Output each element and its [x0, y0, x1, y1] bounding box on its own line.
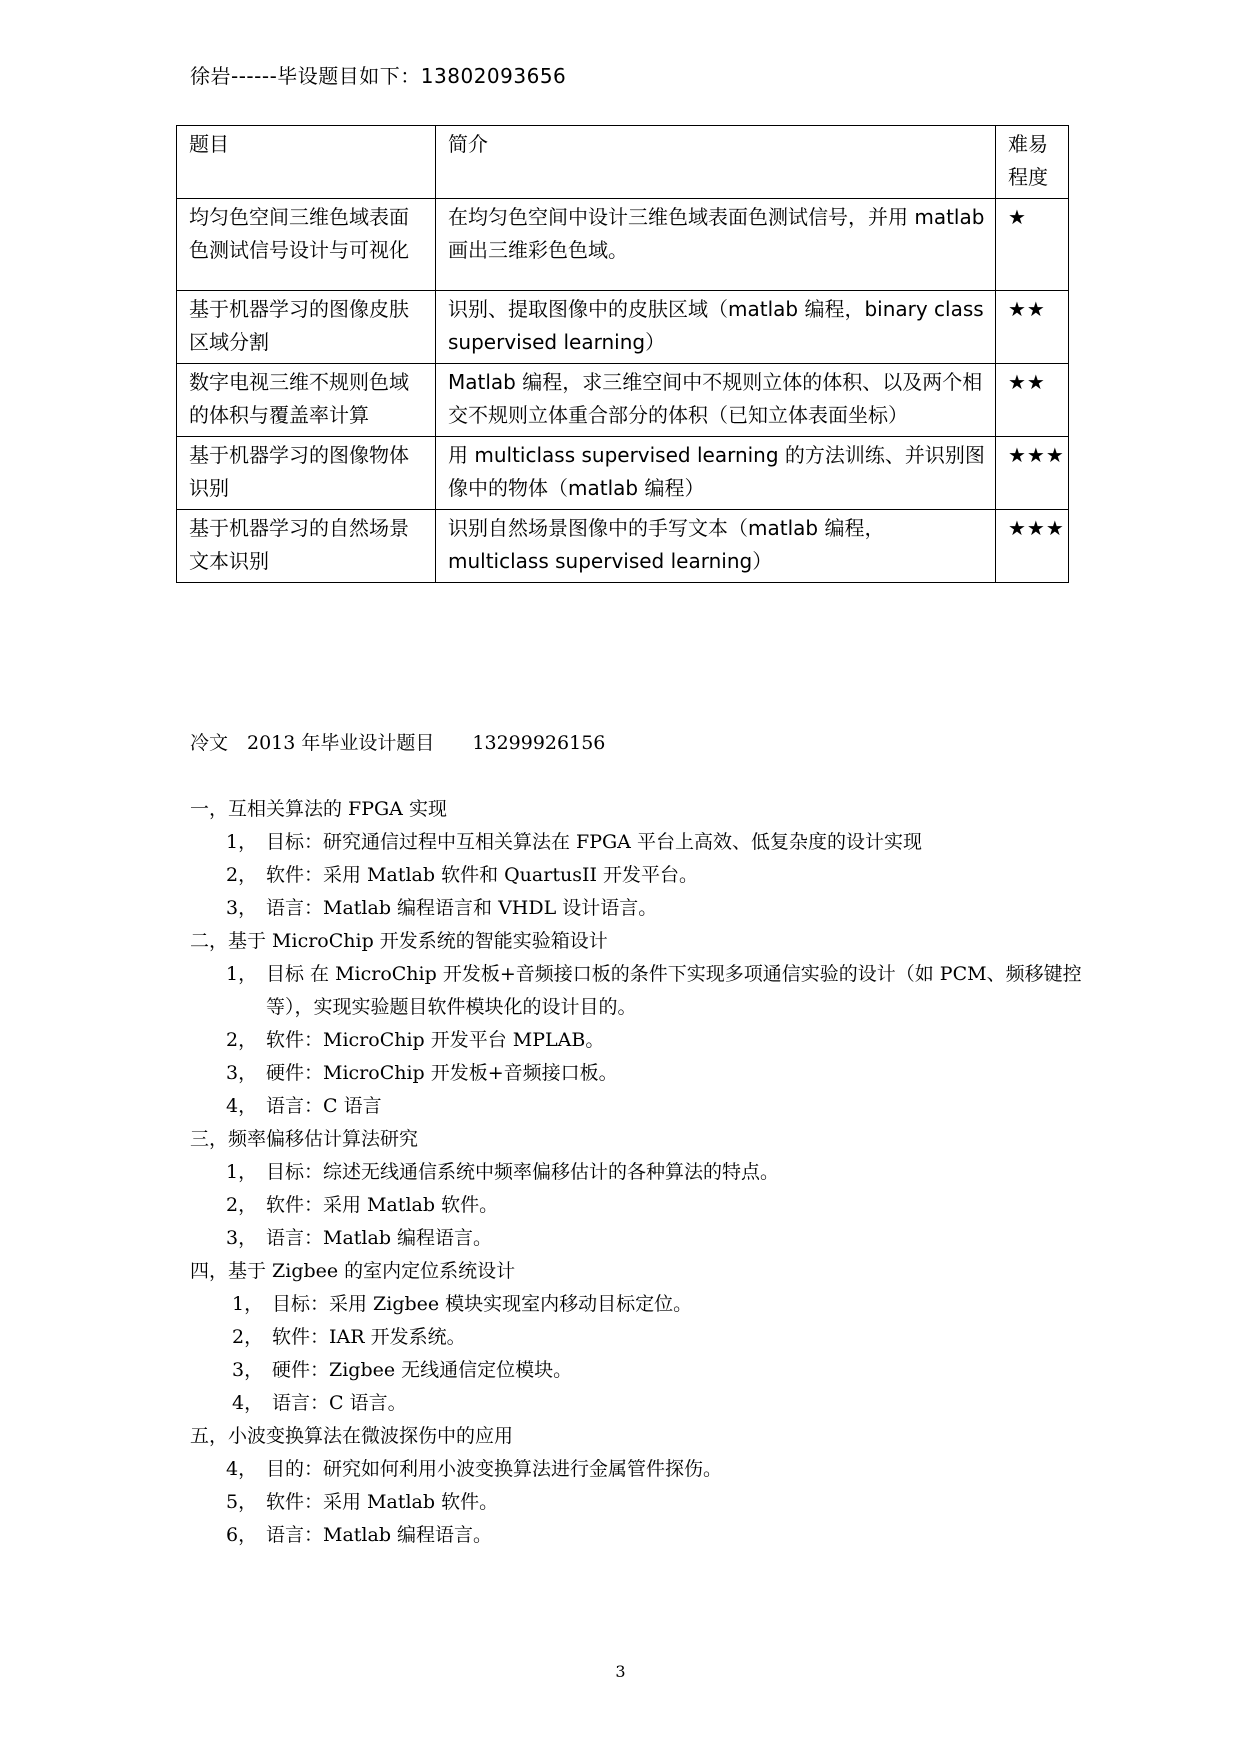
list-item: [190, 958, 1090, 1024]
topic-difficulty: ★★★: [996, 510, 1069, 583]
outline-section: [190, 925, 1090, 1123]
header-description: 简介: [436, 126, 996, 199]
topic-description: 识别自然场景图像中的手写文本（matlab 编程，multiclass supervised learning）: [436, 510, 996, 583]
item-text: 目标：综述无线通信系统中频率偏移估计的各种算法的特点。: [266, 1161, 780, 1183]
item-text: 语言：Matlab 编程语言。: [266, 1524, 493, 1546]
topic-difficulty: ★★★: [996, 437, 1069, 510]
item-text: 硬件：Zigbee 无线通信定位模块。: [272, 1359, 573, 1381]
item-number: 2，: [232, 1326, 264, 1348]
item-number: 4，: [226, 1095, 258, 1117]
item-number: 1，: [232, 1293, 264, 1315]
topics-table: [176, 125, 1069, 583]
page-header-lengwen: 冷文 2013 年毕业设计题目 13299926156: [190, 732, 606, 754]
list-item: [190, 826, 1090, 859]
topic-title: 数字电视三维不规则色域的体积与覆盖率计算: [177, 364, 436, 437]
item-text: 语言：Matlab 编程语言。: [266, 1227, 493, 1249]
table-row: [177, 199, 1069, 291]
item-text: 软件：采用 Matlab 软件。: [266, 1491, 499, 1513]
item-number: 2，: [226, 1029, 258, 1051]
topic-difficulty: ★★: [996, 291, 1069, 364]
topic-title: 基于机器学习的自然场景文本识别: [177, 510, 436, 583]
list-item: [190, 1288, 1090, 1321]
table-header-row: [177, 126, 1069, 199]
list-item: [190, 1156, 1090, 1189]
section-title: 二，基于 MicroChip 开发系统的智能实验箱设计: [190, 930, 608, 952]
list-item: [190, 1354, 1090, 1387]
item-number: 3，: [226, 1062, 258, 1084]
list-item: [190, 1321, 1090, 1354]
topic-description: 在均匀色空间中设计三维色域表面色测试信号，并用 matlab 画出三维彩色色域。: [436, 199, 996, 291]
item-text: 软件：采用 Matlab 软件和 QuartusII 开发平台。: [266, 864, 699, 886]
item-text: 软件：采用 Matlab 软件。: [266, 1194, 499, 1216]
list-item: [190, 1519, 1090, 1552]
outline-section: [190, 1123, 1090, 1255]
item-text: 软件：MicroChip 开发平台 MPLAB。: [266, 1029, 605, 1051]
list-item: [190, 1024, 1090, 1057]
item-number: 3，: [226, 1227, 258, 1249]
topic-title: 基于机器学习的图像皮肤区域分割: [177, 291, 436, 364]
table-row: [177, 364, 1069, 437]
section-title: 三，频率偏移估计算法研究: [190, 1128, 419, 1150]
item-number: 5，: [226, 1491, 258, 1513]
item-number: 1，: [226, 963, 258, 985]
item-number: 2，: [226, 864, 258, 886]
list-item: [190, 1222, 1090, 1255]
list-item: [190, 1057, 1090, 1090]
page-number: 3: [615, 1662, 626, 1681]
topic-description: Matlab 编程，求三维空间中不规则立体的体积、以及两个相交不规则立体重合部分的体积（已知立体表面坐标）: [436, 364, 996, 437]
table-row: [177, 437, 1069, 510]
item-number: 6，: [226, 1524, 258, 1546]
list-item: [190, 1090, 1090, 1123]
item-text: 目的：研究如何利用小波变换算法进行金属管件探伤。: [266, 1458, 723, 1480]
item-text: 目标：研究通信过程中互相关算法在 FPGA 平台上高效、低复杂度的设计实现: [266, 831, 922, 853]
section-title: 五，小波变换算法在微波探伤中的应用: [190, 1425, 514, 1447]
item-text: 硬件：MicroChip 开发板+音频接口板。: [266, 1062, 618, 1084]
topic-difficulty: ★: [996, 199, 1069, 291]
item-number: 3，: [232, 1359, 264, 1381]
header-difficulty: 难易程度: [996, 126, 1069, 199]
topic-description: 用 multiclass supervised learning 的方法训练、并识别图像中的物体（matlab 编程）: [436, 437, 996, 510]
item-number: 3，: [226, 897, 258, 919]
list-item: [190, 1453, 1090, 1486]
item-number: 1，: [226, 831, 258, 853]
item-number: 1，: [226, 1161, 258, 1183]
item-text: 语言：Matlab 编程语言和 VHDL 设计语言。: [266, 897, 658, 919]
topic-title: 均匀色空间三维色域表面色测试信号设计与可视化: [177, 199, 436, 291]
topic-outline: [190, 793, 1090, 1552]
list-item: [190, 1387, 1090, 1420]
section-title: 四，基于 Zigbee 的室内定位系统设计: [190, 1260, 516, 1282]
item-text: 软件：IAR 开发系统。: [272, 1326, 466, 1348]
page-header-xuyan: 徐岩------毕设题目如下：13802093656: [190, 64, 567, 88]
header-title: 题目: [177, 126, 436, 199]
item-text: 目标 在 MicroChip 开发板+音频接口板的条件下实现多项通信实验的设计（如 PCM、频移键控等），实现实验题目软件模块化的设计目的。: [266, 963, 1082, 1018]
item-text: 目标：采用 Zigbee 模块实现室内移动目标定位。: [272, 1293, 693, 1315]
list-item: [190, 1189, 1090, 1222]
list-item: [190, 859, 1090, 892]
list-item: [190, 892, 1090, 925]
item-number: 4，: [232, 1392, 264, 1414]
topic-difficulty: ★★: [996, 364, 1069, 437]
item-number: 2，: [226, 1194, 258, 1216]
outline-section: [190, 1420, 1090, 1552]
item-text: 语言：C 语言。: [272, 1392, 407, 1414]
section-title: 一，互相关算法的 FPGA 实现: [190, 798, 447, 820]
topic-title: 基于机器学习的图像物体识别: [177, 437, 436, 510]
outline-section: [190, 1255, 1090, 1420]
topic-description: 识别、提取图像中的皮肤区域（matlab 编程，binary class supervised learning）: [436, 291, 996, 364]
table-row: [177, 510, 1069, 583]
item-text: 语言：C 语言: [266, 1095, 382, 1117]
item-number: 4，: [226, 1458, 258, 1480]
outline-section: [190, 793, 1090, 925]
list-item: [190, 1486, 1090, 1519]
table-row: [177, 291, 1069, 364]
